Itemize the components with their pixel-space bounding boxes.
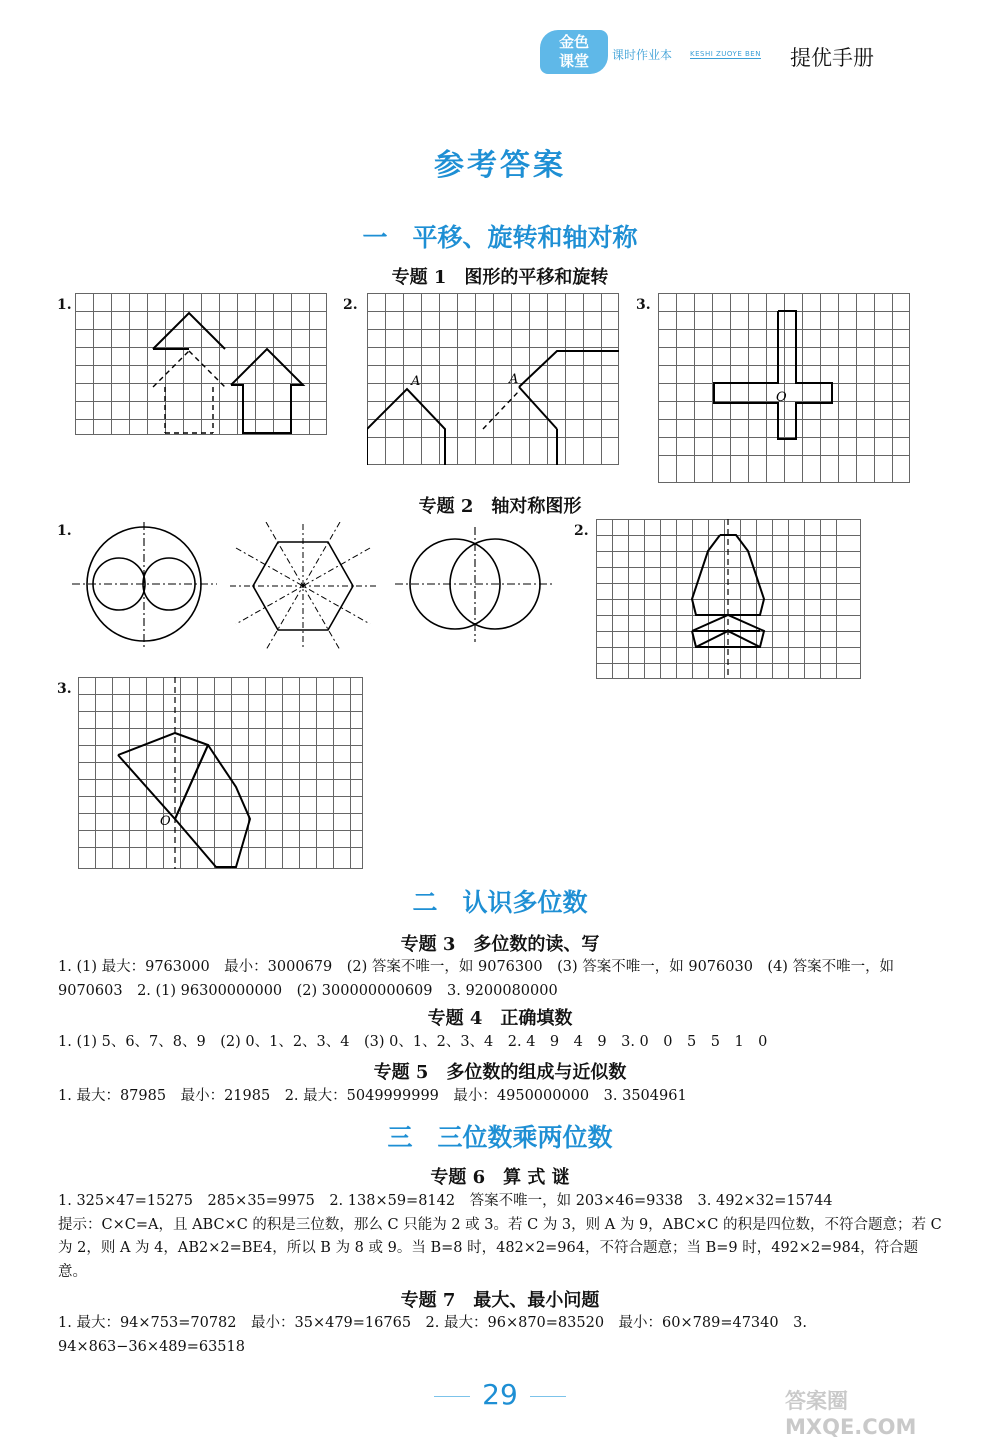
- grid-figure-translation: [75, 293, 327, 435]
- point-label: A: [411, 374, 421, 389]
- answer-text-topic-7: 1. 最大：94×753=70782 最小：35×479=16765 2. 最大：96×870=83520 最小：60×789=47340 3. 94×863−36×489=63518: [58, 1315, 812, 1355]
- topic-title-4: 专题 4 正确填数: [427, 1008, 573, 1029]
- topic-title-6: 专题 6 算 式 谜: [430, 1167, 570, 1188]
- logo-badge: [540, 30, 608, 74]
- logo-line1: 金色: [558, 33, 589, 51]
- topic-title-7: 专题 7 最大、最小问题: [400, 1290, 600, 1311]
- answer-text-topic-3: 1. (1) 最大：9763000 最小：3000679 (2) 答案不唯一，如 9076300 (3) 答案不唯一，如 9076030 (4) 答案不唯一，如 9070603 2. (1) 96300000000 (2) 300000000609 3. 9200080000: [58, 959, 899, 999]
- overlapping-circles-figure: [395, 522, 555, 647]
- answer-text-topic-5: 1. 最大：87985 最小：21985 2. 最大：5049999999 最小：4950000000 3. 3504961: [58, 1088, 687, 1104]
- section-title-1: 一 平移、旋转和轴对称: [362, 223, 638, 252]
- center-label: O: [776, 390, 787, 405]
- topic-title-3: 专题 3 多位数的读、写: [400, 934, 600, 955]
- answer-number: 1.: [57, 297, 72, 313]
- publisher-logo: [540, 28, 785, 76]
- section-title-2: 二 认识多位数: [412, 888, 588, 917]
- book-title: 提优手册: [790, 46, 874, 70]
- center-label: O: [160, 814, 171, 829]
- logo-subtitle: 课时作业本: [612, 48, 673, 62]
- point-label: A: [509, 372, 519, 387]
- watermark: 答案圈 MXQE.COM: [785, 1389, 917, 1439]
- logo-line2: 课堂: [558, 52, 589, 70]
- grid-figure-rotation: [367, 293, 619, 465]
- topic-title-2: 专题 2 轴对称图形: [418, 496, 582, 517]
- logo-english: KESHI ZUOYE BEN: [690, 50, 761, 58]
- grid-rotation-figure: [78, 677, 363, 869]
- answer-number: 3.: [636, 297, 651, 313]
- page-title: 参考答案: [434, 148, 566, 183]
- circle-axes-figure: [72, 522, 217, 647]
- answer-number: 2.: [343, 297, 358, 313]
- answer-number: 3.: [57, 681, 72, 697]
- page-number: 29: [482, 1378, 518, 1411]
- answer-number: 1.: [57, 523, 72, 539]
- topic-title-1: 专题 1 图形的平移和旋转: [391, 267, 609, 288]
- grid-symmetric-figure: [596, 519, 861, 679]
- section-title-3: 三 三位数乘两位数: [387, 1123, 613, 1152]
- topic-title-5: 专题 5 多位数的组成与近似数: [373, 1062, 627, 1083]
- grid-figure-rotation-center: [658, 293, 910, 483]
- answer-text-topic-6: 1. 325×47=15275 285×35=9975 2. 138×59=8142 答案不唯一，如 203×46=9338 3. 492×32=15744 提示：C×C=A，且 ABC×C 的积是三位数，那么 C 只能为 2 或 3。若 C 为 3，则 A 为 9，ABC×C 的积是四位数，不符合题意；若 C 为 2，则 A 为 4，AB2×2=BE4，所以 B 为 8 或 9。当 B=8 时，482×2=964，不符合题意；当 B=9 时，492×2=984，符合题意。: [58, 1193, 942, 1280]
- hexagon-axes-figure: [228, 522, 378, 650]
- answer-number: 2.: [574, 523, 589, 539]
- page-number-rule-right: [530, 1396, 566, 1397]
- answer-text-topic-4: 1. (1) 5、6、7、8、9 (2) 0、1、2、3、4 (3) 0、1、2、3、4 2. 4 9 4 9 3. 0 0 5 5 1 0: [58, 1034, 768, 1050]
